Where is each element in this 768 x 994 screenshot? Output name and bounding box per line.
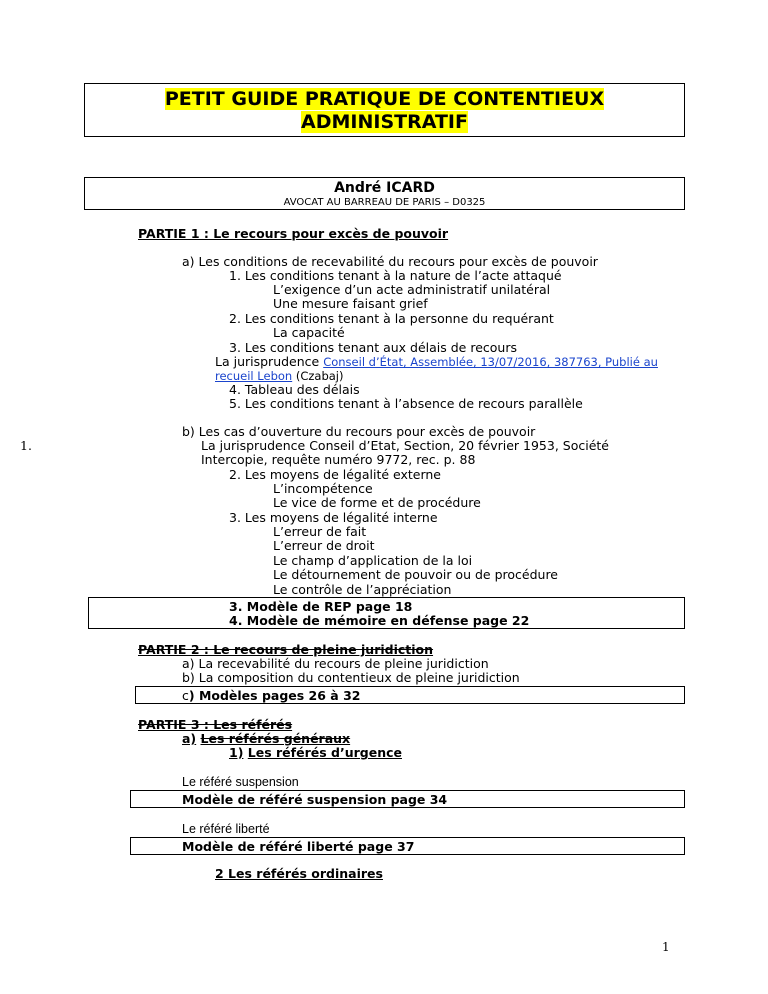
part1-b3-ii: L’erreur de droit bbox=[273, 538, 375, 553]
jurisprudence-line2: recueil Lebon (Czabaj) bbox=[215, 369, 344, 383]
part1-b3-i: L’erreur de fait bbox=[273, 524, 367, 539]
part1-a4: 4. Tableau des délais bbox=[229, 382, 360, 397]
part1-b2: 2. Les moyens de légalité externe bbox=[229, 467, 441, 482]
part1-a2: 2. Les conditions tenant à la personne du requérant bbox=[229, 311, 554, 326]
part1-a1-ii: Une mesure faisant grief bbox=[273, 296, 428, 311]
part1-a1: 1. Les conditions tenant à la nature de l’acte attaqué bbox=[229, 268, 562, 283]
part2-heading: PARTIE 2 : Le recours de pleine juridiction bbox=[138, 642, 434, 657]
part1-a2-i: La capacité bbox=[273, 325, 345, 340]
part2-b: b) La composition du contentieux de pleine juridiction bbox=[182, 670, 520, 685]
document-title-line1: PETIT GUIDE PRATIQUE DE CONTENTIEUX bbox=[164, 88, 605, 110]
part1-b1-line1: La jurisprudence Conseil d’Etat, Section, 20 février 1953, Société bbox=[201, 438, 609, 453]
part3-suspension: Le référé suspension bbox=[182, 775, 299, 789]
jurisprudence-line1: La jurisprudence Conseil d’État, Assemblée, 13/07/2016, 387763, Publié au bbox=[215, 354, 658, 369]
part1-a1-i: L’exigence d’un acte administratif unilatéral bbox=[273, 282, 551, 297]
author-box bbox=[84, 177, 685, 210]
part3-a: a) Les référés généraux bbox=[182, 731, 351, 746]
title-box bbox=[84, 83, 685, 137]
part1-heading: PARTIE 1 : Le recours pour excès de pouvoir bbox=[138, 226, 449, 241]
document-title-line2: ADMINISTRATIF bbox=[301, 111, 468, 133]
part1-b1-line2: Intercopie, requête numéro 9772, rec. p. 88 bbox=[201, 452, 476, 467]
part3-liberte: Le référé liberté bbox=[182, 822, 270, 836]
part1-b3-iv: Le détournement de pouvoir ou de procédure bbox=[273, 567, 558, 582]
part1-a5: 5. Les conditions tenant à l’absence de recours parallèle bbox=[229, 396, 583, 411]
part3-suspension-model: Modèle de référé suspension page 34 bbox=[182, 792, 448, 807]
jurisprudence-link-cont[interactable]: recueil Lebon bbox=[215, 369, 293, 383]
part1-b3-v: Le contrôle de l’appréciation bbox=[273, 582, 452, 597]
list-marker-1: 1. bbox=[20, 438, 32, 453]
page-number: 1 bbox=[662, 940, 670, 954]
part3-heading: PARTIE 3 : Les référés bbox=[138, 717, 293, 732]
part1-model-memoire: 4. Modèle de mémoire en défense page 22 bbox=[229, 613, 530, 628]
part3-urgence: 1) Les référés d’urgence bbox=[229, 745, 402, 760]
part1-a-heading: a) Les conditions de recevabilité du recours pour excès de pouvoir bbox=[182, 254, 598, 269]
part1-b3-iii: Le champ d’application de la loi bbox=[273, 553, 473, 568]
part3-liberte-model: Modèle de référé liberté page 37 bbox=[182, 839, 415, 854]
part2-a: a) La recevabilité du recours de pleine juridiction bbox=[182, 656, 489, 671]
part3-ordinaires: 2 Les référés ordinaires bbox=[215, 866, 383, 881]
part1-b2-ii: Le vice de forme et de procédure bbox=[273, 495, 481, 510]
jurisprudence-link[interactable]: Conseil d’État, Assemblée, 13/07/2016, 387763, Publié au bbox=[323, 355, 658, 369]
part1-b2-i: L’incompétence bbox=[273, 481, 373, 496]
part1-b-heading: b) Les cas d’ouverture du recours pour excès de pouvoir bbox=[182, 424, 536, 439]
part1-a3: 3. Les conditions tenant aux délais de recours bbox=[229, 340, 517, 355]
part1-b3: 3. Les moyens de légalité interne bbox=[229, 510, 438, 525]
part1-model-rep: 3. Modèle de REP page 18 bbox=[229, 599, 413, 614]
part2-c: c) Modèles pages 26 à 32 bbox=[182, 688, 361, 703]
author-subtitle: AVOCAT AU BARREAU DE PARIS – D0325 bbox=[283, 197, 486, 208]
author-name: André ICARD bbox=[334, 180, 435, 196]
